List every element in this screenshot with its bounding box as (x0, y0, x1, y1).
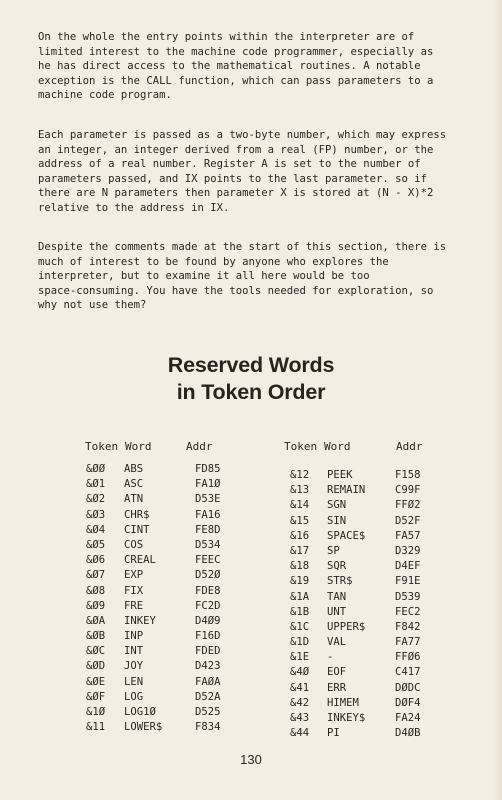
cell-word: INKEY (124, 614, 156, 627)
cell-token: &18 (290, 560, 310, 573)
cell-word: COS (124, 538, 144, 551)
cell-token: &ØF (86, 690, 106, 703)
cell-token: &16 (290, 529, 310, 542)
cell-word: FRE (124, 599, 144, 612)
right-word-header: Word (324, 440, 351, 453)
table-row (86, 538, 286, 553)
table-row (290, 483, 490, 498)
cell-word: STR$ (327, 575, 353, 588)
table-row (86, 523, 286, 538)
cell-word: UNT (327, 605, 347, 618)
paragraph-call-parameters: Each parameter is passed as a two-byte number, which may express an integer, an integer derived from a real (FP) number, or the address of a real number. Register A is set to the number of parameters passed, and IX points to the last parameter. so if there are N parameters then parameter X is stored at (N - X)*2 relative to the address in IX. (38, 129, 447, 214)
table-row (86, 599, 286, 614)
cell-token: &44 (290, 727, 310, 740)
table-row (86, 705, 286, 720)
left-token-header: Token (85, 440, 119, 453)
cell-token: &13 (290, 484, 310, 497)
cell-addr: D52F (395, 514, 421, 527)
cell-addr: FDE8 (195, 584, 221, 597)
cell-word: REMAIN (327, 484, 366, 497)
section-heading (0, 352, 502, 406)
cell-word: VAL (327, 636, 347, 649)
cell-word: CINT (124, 523, 150, 536)
heading-line-2: in Token Order (176, 380, 326, 404)
cell-word: UPPER$ (327, 620, 366, 633)
table-row (290, 726, 490, 741)
cell-token: &Ø7 (86, 569, 106, 582)
cell-word: CREAL (124, 554, 156, 567)
cell-token: &14 (290, 499, 310, 512)
right-token-table (290, 468, 490, 741)
cell-word: HIMEM (327, 696, 359, 709)
table-row (290, 590, 490, 605)
table-row (290, 635, 490, 650)
cell-token: &ØC (86, 645, 106, 658)
cell-addr: FD85 (195, 463, 221, 475)
left-token-table (86, 462, 286, 735)
cell-addr: FEEC (195, 554, 221, 567)
cell-addr: FEC2 (395, 605, 421, 618)
cell-token: &1A (290, 590, 310, 603)
cell-token: &1E (290, 651, 310, 664)
cell-addr: DØF4 (395, 696, 421, 709)
cell-addr: FAØA (195, 675, 221, 688)
cell-word: TAN (327, 590, 347, 603)
cell-addr: F91E (395, 575, 421, 588)
cell-token: &1C (290, 620, 310, 633)
cell-token: &Ø8 (86, 584, 106, 597)
cell-token: &15 (290, 514, 310, 527)
cell-addr: FA57 (395, 529, 421, 542)
cell-word: FIX (124, 584, 144, 597)
table-row (290, 468, 490, 483)
cell-addr: D534 (195, 538, 221, 551)
cell-addr: FA16 (195, 508, 221, 521)
cell-addr: D525 (195, 706, 221, 718)
table-row (86, 644, 286, 659)
cell-addr: D4EF (395, 560, 421, 573)
table-row (290, 498, 490, 513)
cell-token: &ØA (86, 614, 106, 627)
cell-token: &Ø2 (86, 493, 106, 506)
cell-word: INKEY$ (327, 712, 366, 724)
cell-token: &11 (86, 721, 106, 734)
cell-word: JOY (124, 660, 144, 673)
table-row (290, 605, 490, 620)
cell-word: SGN (327, 499, 347, 512)
cell-word: INT (124, 645, 144, 658)
table-row (290, 620, 490, 635)
table-row (290, 665, 490, 680)
table-row (290, 514, 490, 529)
table-row (290, 574, 490, 589)
cell-word: LEN (124, 675, 144, 688)
cell-token: &Ø1 (86, 478, 106, 491)
cell-addr: D4ØB (395, 727, 421, 740)
left-word-header: Word (125, 440, 152, 453)
cell-addr: C417 (395, 666, 421, 679)
table-row (86, 584, 286, 599)
table-row (86, 508, 286, 523)
cell-addr: D53E (195, 493, 221, 506)
cell-addr: FA24 (395, 712, 421, 724)
cell-word: LOG1Ø (124, 706, 156, 718)
cell-word: ABS (124, 463, 144, 475)
cell-addr: D4Ø9 (195, 614, 221, 627)
cell-word: SPACE$ (327, 529, 366, 542)
table-row (86, 675, 286, 690)
table-row (86, 720, 286, 735)
cell-word: SIN (327, 514, 347, 527)
cell-addr: F158 (395, 469, 421, 481)
page-number: 130 (240, 752, 262, 767)
table-row (86, 462, 286, 477)
cell-token: &ØB (86, 630, 106, 643)
cell-token: &41 (290, 681, 310, 694)
cell-word: PI (327, 727, 340, 740)
cell-token: &Ø5 (86, 538, 106, 551)
cell-addr: F834 (195, 721, 221, 734)
table-row (290, 711, 490, 726)
cell-addr: C99F (395, 484, 421, 497)
right-addr-header: Addr (396, 440, 423, 453)
cell-word: - (327, 651, 334, 664)
table-row (290, 696, 490, 711)
table-row (290, 681, 490, 696)
cell-token: &Ø3 (86, 508, 106, 521)
table-row (86, 614, 286, 629)
cell-word: SQR (327, 560, 347, 573)
cell-addr: FC2D (195, 599, 221, 612)
cell-word: PEEK (327, 469, 353, 481)
left-addr-header: Addr (186, 440, 213, 453)
right-token-header: Token (284, 440, 318, 453)
cell-word: EXP (124, 569, 144, 582)
cell-addr: D539 (395, 590, 421, 603)
cell-word: EOF (327, 666, 347, 679)
cell-addr: D329 (395, 544, 421, 557)
table-row (86, 553, 286, 568)
table-row (86, 568, 286, 583)
cell-addr: FA77 (395, 636, 421, 649)
cell-addr: D52Ø (195, 569, 221, 582)
cell-word: SP (327, 544, 340, 557)
cell-token: &Ø6 (86, 554, 106, 567)
table-row (290, 529, 490, 544)
cell-addr: F842 (395, 620, 421, 633)
table-row (290, 544, 490, 559)
paragraph-entry-points: On the whole the entry points within the interpreter are of limited interest to the machine code programmer, especially as he has direct access to the mathematical routines. A notable exception is the CALL function, which can pass parameters to a machine code program. (38, 31, 434, 102)
cell-token: &ØD (86, 660, 106, 673)
cell-token: &Ø4 (86, 523, 106, 536)
cell-token: &43 (290, 712, 310, 724)
cell-token: &19 (290, 575, 310, 588)
cell-word: INP (124, 630, 144, 643)
table-row (86, 659, 286, 674)
page-edge-shadow (492, 0, 502, 800)
cell-addr: D52A (195, 690, 221, 703)
cell-token: &1Ø (86, 706, 106, 718)
cell-word: LOG (124, 690, 144, 703)
heading-line-1: Reserved Words (167, 353, 335, 377)
cell-token: &12 (290, 469, 310, 481)
cell-word: ASC (124, 478, 144, 491)
cell-addr: FE8D (195, 523, 221, 536)
cell-addr: D423 (195, 660, 221, 673)
cell-word: ERR (327, 681, 347, 694)
cell-addr: FDED (195, 645, 221, 658)
table-row (290, 650, 490, 665)
paragraph-exploration: Despite the comments made at the start of this section, there is much of interest to be found by anyone who explores the interpreter, but to examine it all here would be too space-consuming. You have the tools needed for exploration, so why not use them? (38, 241, 447, 312)
cell-addr: FFØ6 (395, 651, 421, 664)
cell-token: &1B (290, 605, 310, 618)
table-row (290, 559, 490, 574)
cell-token: &17 (290, 544, 310, 557)
table-row (86, 477, 286, 492)
cell-addr: F16D (195, 630, 221, 643)
cell-word: ATN (124, 493, 144, 506)
cell-addr: FA1Ø (195, 478, 221, 491)
cell-word: LOWER$ (124, 721, 163, 734)
cell-token: &Ø9 (86, 599, 106, 612)
cell-addr: DØDC (395, 681, 421, 694)
cell-addr: FFØ2 (395, 499, 421, 512)
cell-token: &1D (290, 636, 310, 649)
table-row (86, 690, 286, 705)
table-row (86, 629, 286, 644)
cell-token: &ØE (86, 675, 106, 688)
cell-token: &ØØ (86, 463, 106, 475)
table-row (86, 492, 286, 507)
cell-token: &42 (290, 696, 310, 709)
cell-token: &4Ø (290, 666, 310, 679)
cell-word: CHR$ (124, 508, 150, 521)
